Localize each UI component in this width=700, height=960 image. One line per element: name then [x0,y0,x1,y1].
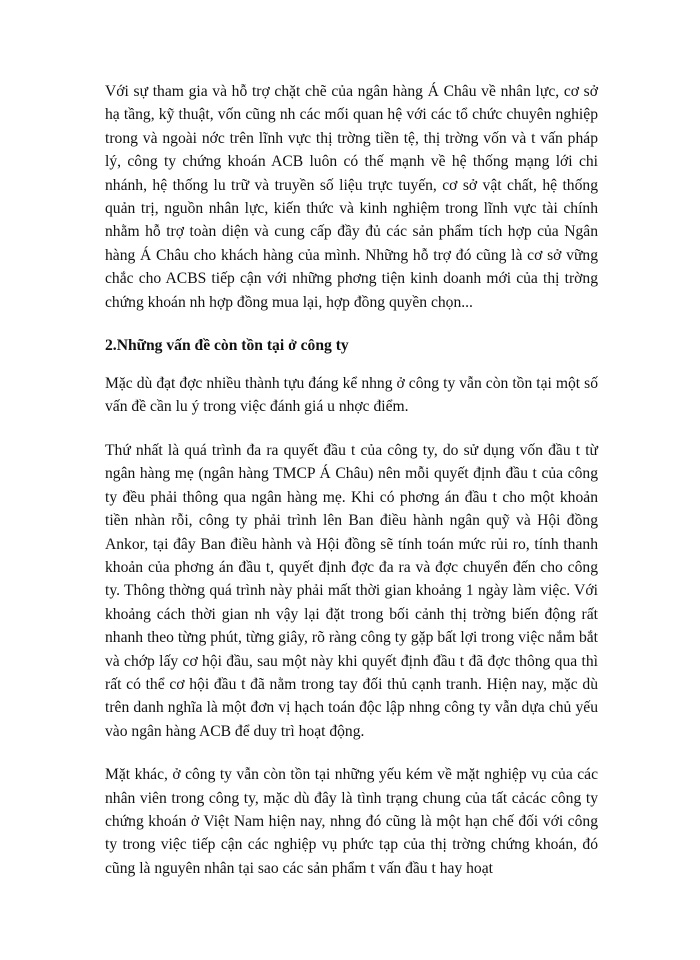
paragraph-issues-intro: Mặc dù đạt đợc nhiều thành tựu đáng kể nhng ở công ty vẫn còn tồn tại một số vấn đề cần lu ý trong việc đánh giá u nhợc điểm. [105,375,598,416]
paragraph-staff-weakness: Mặt khác, ở công ty vẫn còn tồn tại những yếu kém về mặt nghiệp vụ của các nhân viên trong công ty, mặc dù đây là tình trạng chung của tất cảcác công ty chứng khoán ở Việt Nam hiện nay, nhng đó cũng là một hạn chế đối với công ty trong việc tiếp cận các nghiệp vụ phức tạp của thị trờng chứng khoán, đó cũng là nguyên nhân tại sao các sản phẩm t vấn đầu t hay hoạt [105,766,598,877]
section-heading: 2.Những vấn đề còn tồn tại ở công ty [105,337,349,355]
paragraph-acb-support: Với sự tham gia và hỗ trợ chặt chẽ của ngân hàng Á Châu về nhân lực, cơ sở hạ tầng, kỹ thuật, vốn cũng nh các mối quan hệ với các tổ chức chuyên nghiệp trong và ngoài nớc trên lĩnh vực thị trờng tiền tệ, thị trờng vốn và t vấn pháp lý, công ty chứng khoán ACB luôn có thế mạnh về hệ thống mạng lới chi nhánh, hệ thống lu trữ và truyền số liệu trực tuyến, cơ sở vật chất, hệ thống quản trị, nguồn nhân lực, kiến thức và kinh nghiệm trong lĩnh vực tài chính nhằm hỗ trợ toàn diện và cung cấp đầy đủ các sản phẩm tích hợp của Ngân hàng Á Châu cho khách hàng của mình. Những hỗ trợ đó cũng là cơ sở vững chắc cho ACBS tiếp cận với những phơng tiện kinh doanh mới của thị trờng chứng khoán nh hợp đồng mua lại, hợp đồng quyền chọn... [105,83,598,311]
paragraph-investment-decision: Thứ nhất là quá trình đa ra quyết đầu t của công ty, do sử dụng vốn đầu t từ ngân hàng mẹ (ngân hàng TMCP Á Châu) nên mỗi quyết định đầu t của công ty đều phải thông qua ngân hàng mẹ. Khi có phơng án đầu t cho một khoản tiền nhàn rỗi, công ty phải trình lên Ban điều hành ngân quỹ và Hội đồng Ankor, tại đây Ban điều hành và Hội đồng sẽ tính toán mức rủi ro, tính thanh khoản của phơng án đầu t, quyết định đợc đa ra và đợc chuyển đến cho công ty. Thông thờng quá trình này phải mất thời gian khoảng 1 ngày làm việc. Với khoảng cách thời gian nh vậy lại đặt trong bối cảnh thị trờng biến động rất nhanh theo từng phút, từng giây, rõ ràng công ty gặp bất lợi trong việc nắm bắt và chớp lấy cơ hội đầu, sau một này khi quyết định đầu t đã đợc thông qua thì rất có thể cơ hội đầu t đã nằm trong tay đối thủ cạnh tranh. Hiện nay, mặc dù trên danh nghĩa là một đơn vị hạch toán độc lập nhng công ty vẫn dựa chủ yếu vào ngân hàng ACB để duy trì hoạt động. [105,441,598,740]
